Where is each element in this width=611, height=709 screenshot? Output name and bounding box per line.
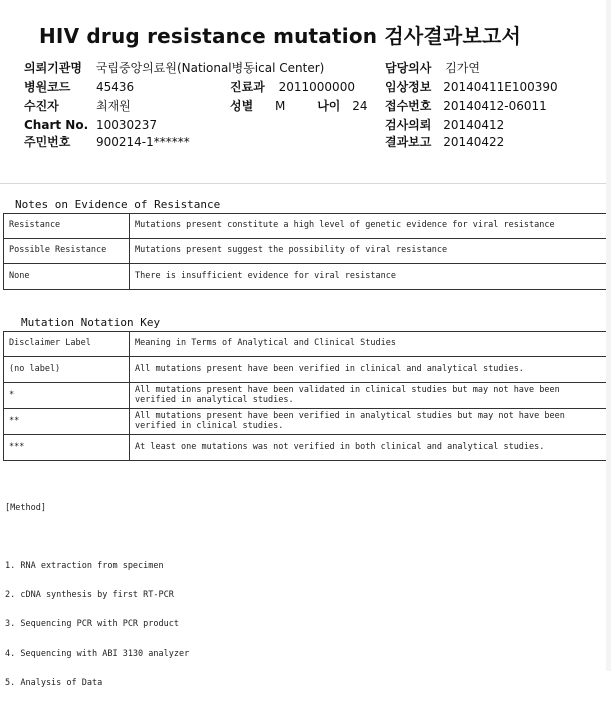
notes-label: Resistance [4, 214, 130, 239]
table-row [4, 239, 608, 264]
table-row [4, 214, 608, 239]
method-title: [Method] [5, 502, 46, 513]
table-row [4, 383, 608, 409]
method-step: 5. Analysis of Data [5, 678, 103, 689]
hospcode-row [24, 80, 135, 94]
method-step: 4. Sequencing with ABI 3130 analyzer [5, 648, 190, 659]
table-row [4, 435, 608, 461]
report-title: HIV drug resistance mutation 검사결과보고서 [38, 24, 522, 48]
key-text: At least one mutations was not verified in both clinical and analytical studies. [130, 435, 608, 461]
request-value: 20140412 [443, 118, 505, 132]
report-date-row [385, 135, 504, 149]
key-text: All mutations present have been verified in clinical and analytical studies. [130, 357, 608, 383]
key-text: All mutations present have been verified in analytical studies but may not have been verified in clinical studies. [130, 409, 608, 435]
notes-label: None [4, 264, 130, 290]
key-table [3, 331, 608, 461]
doctor-value: 김가연 [445, 61, 480, 75]
page-edge [606, 0, 611, 671]
key-text: All mutations present have been validated in clinical studies but may not have been verified in analytical studies. [130, 383, 608, 409]
receipt-row [385, 99, 547, 113]
key-header-label: Disclaimer Label [4, 332, 130, 357]
org-row [24, 61, 324, 75]
age-value: 24 [352, 99, 368, 113]
sex-label: 성별 [230, 99, 254, 113]
hospcode-value: 45436 [96, 80, 135, 94]
doctor-label: 담당의사 [385, 61, 432, 75]
key-label: *** [4, 435, 130, 461]
rrn-value: 900214-1****** [96, 135, 190, 149]
notes-title: Notes on Evidence of Resistance [15, 198, 221, 211]
request-row [385, 118, 504, 132]
dept-value: 2011000000 [278, 80, 355, 94]
request-label: 검사의뢰 [385, 118, 432, 132]
method-section [5, 484, 189, 709]
clinical-label: 임상정보 [385, 80, 432, 94]
hospcode-label: 병원코드 [24, 80, 71, 94]
key-label: (no label) [4, 357, 130, 383]
clinical-row [385, 80, 558, 94]
patient-row [24, 99, 131, 113]
dept-label: 진료과 [230, 80, 265, 94]
rrn-label: 주민번호 [24, 135, 71, 149]
receipt-value: 20140412-06011 [443, 99, 547, 113]
patient-label: 수진자 [24, 99, 59, 113]
method-step: 1. RNA extraction from specimen [5, 560, 164, 571]
notes-table [3, 213, 608, 290]
patient-value: 최재원 [96, 99, 131, 113]
key-title: Mutation Notation Key [21, 316, 161, 329]
table-row [4, 264, 608, 290]
dept-row [230, 80, 355, 94]
key-label: * [4, 383, 130, 409]
key-label: ** [4, 409, 130, 435]
method-step: 3. Sequencing PCR with PCR product [5, 619, 179, 630]
chart-value: 10030237 [96, 118, 158, 132]
rrn-row [24, 135, 190, 149]
key-header-text: Meaning in Terms of Analytical and Clinical Studies [130, 332, 608, 357]
notes-text: There is insufficient evidence for viral resistance [130, 264, 608, 290]
receipt-label: 접수번호 [385, 99, 432, 113]
org-value: 국립중앙의료원(National병동ical Center) [95, 61, 325, 75]
notes-label: Possible Resistance [4, 239, 130, 264]
notes-text: Mutations present constitute a high level of genetic evidence for viral resistance [130, 214, 608, 239]
divider [0, 183, 611, 184]
notes-text: Mutations present suggest the possibility of viral resistance [130, 239, 608, 264]
sex-value: M [275, 99, 286, 113]
report-date-label: 결과보고 [385, 135, 432, 149]
sex-row [230, 99, 368, 113]
method-step: 2. cDNA synthesis by first RT-PCR [5, 589, 174, 600]
age-label: 나이 [317, 99, 341, 113]
doctor-row [385, 61, 480, 75]
chart-label: Chart No. [24, 118, 89, 132]
chart-row [24, 118, 158, 132]
org-label: 의뢰기관명 [24, 61, 82, 75]
table-row [4, 409, 608, 435]
table-header-row [4, 332, 608, 357]
clinical-value: 20140411E100390 [443, 80, 558, 94]
report-date-value: 20140422 [443, 135, 505, 149]
table-row [4, 357, 608, 383]
